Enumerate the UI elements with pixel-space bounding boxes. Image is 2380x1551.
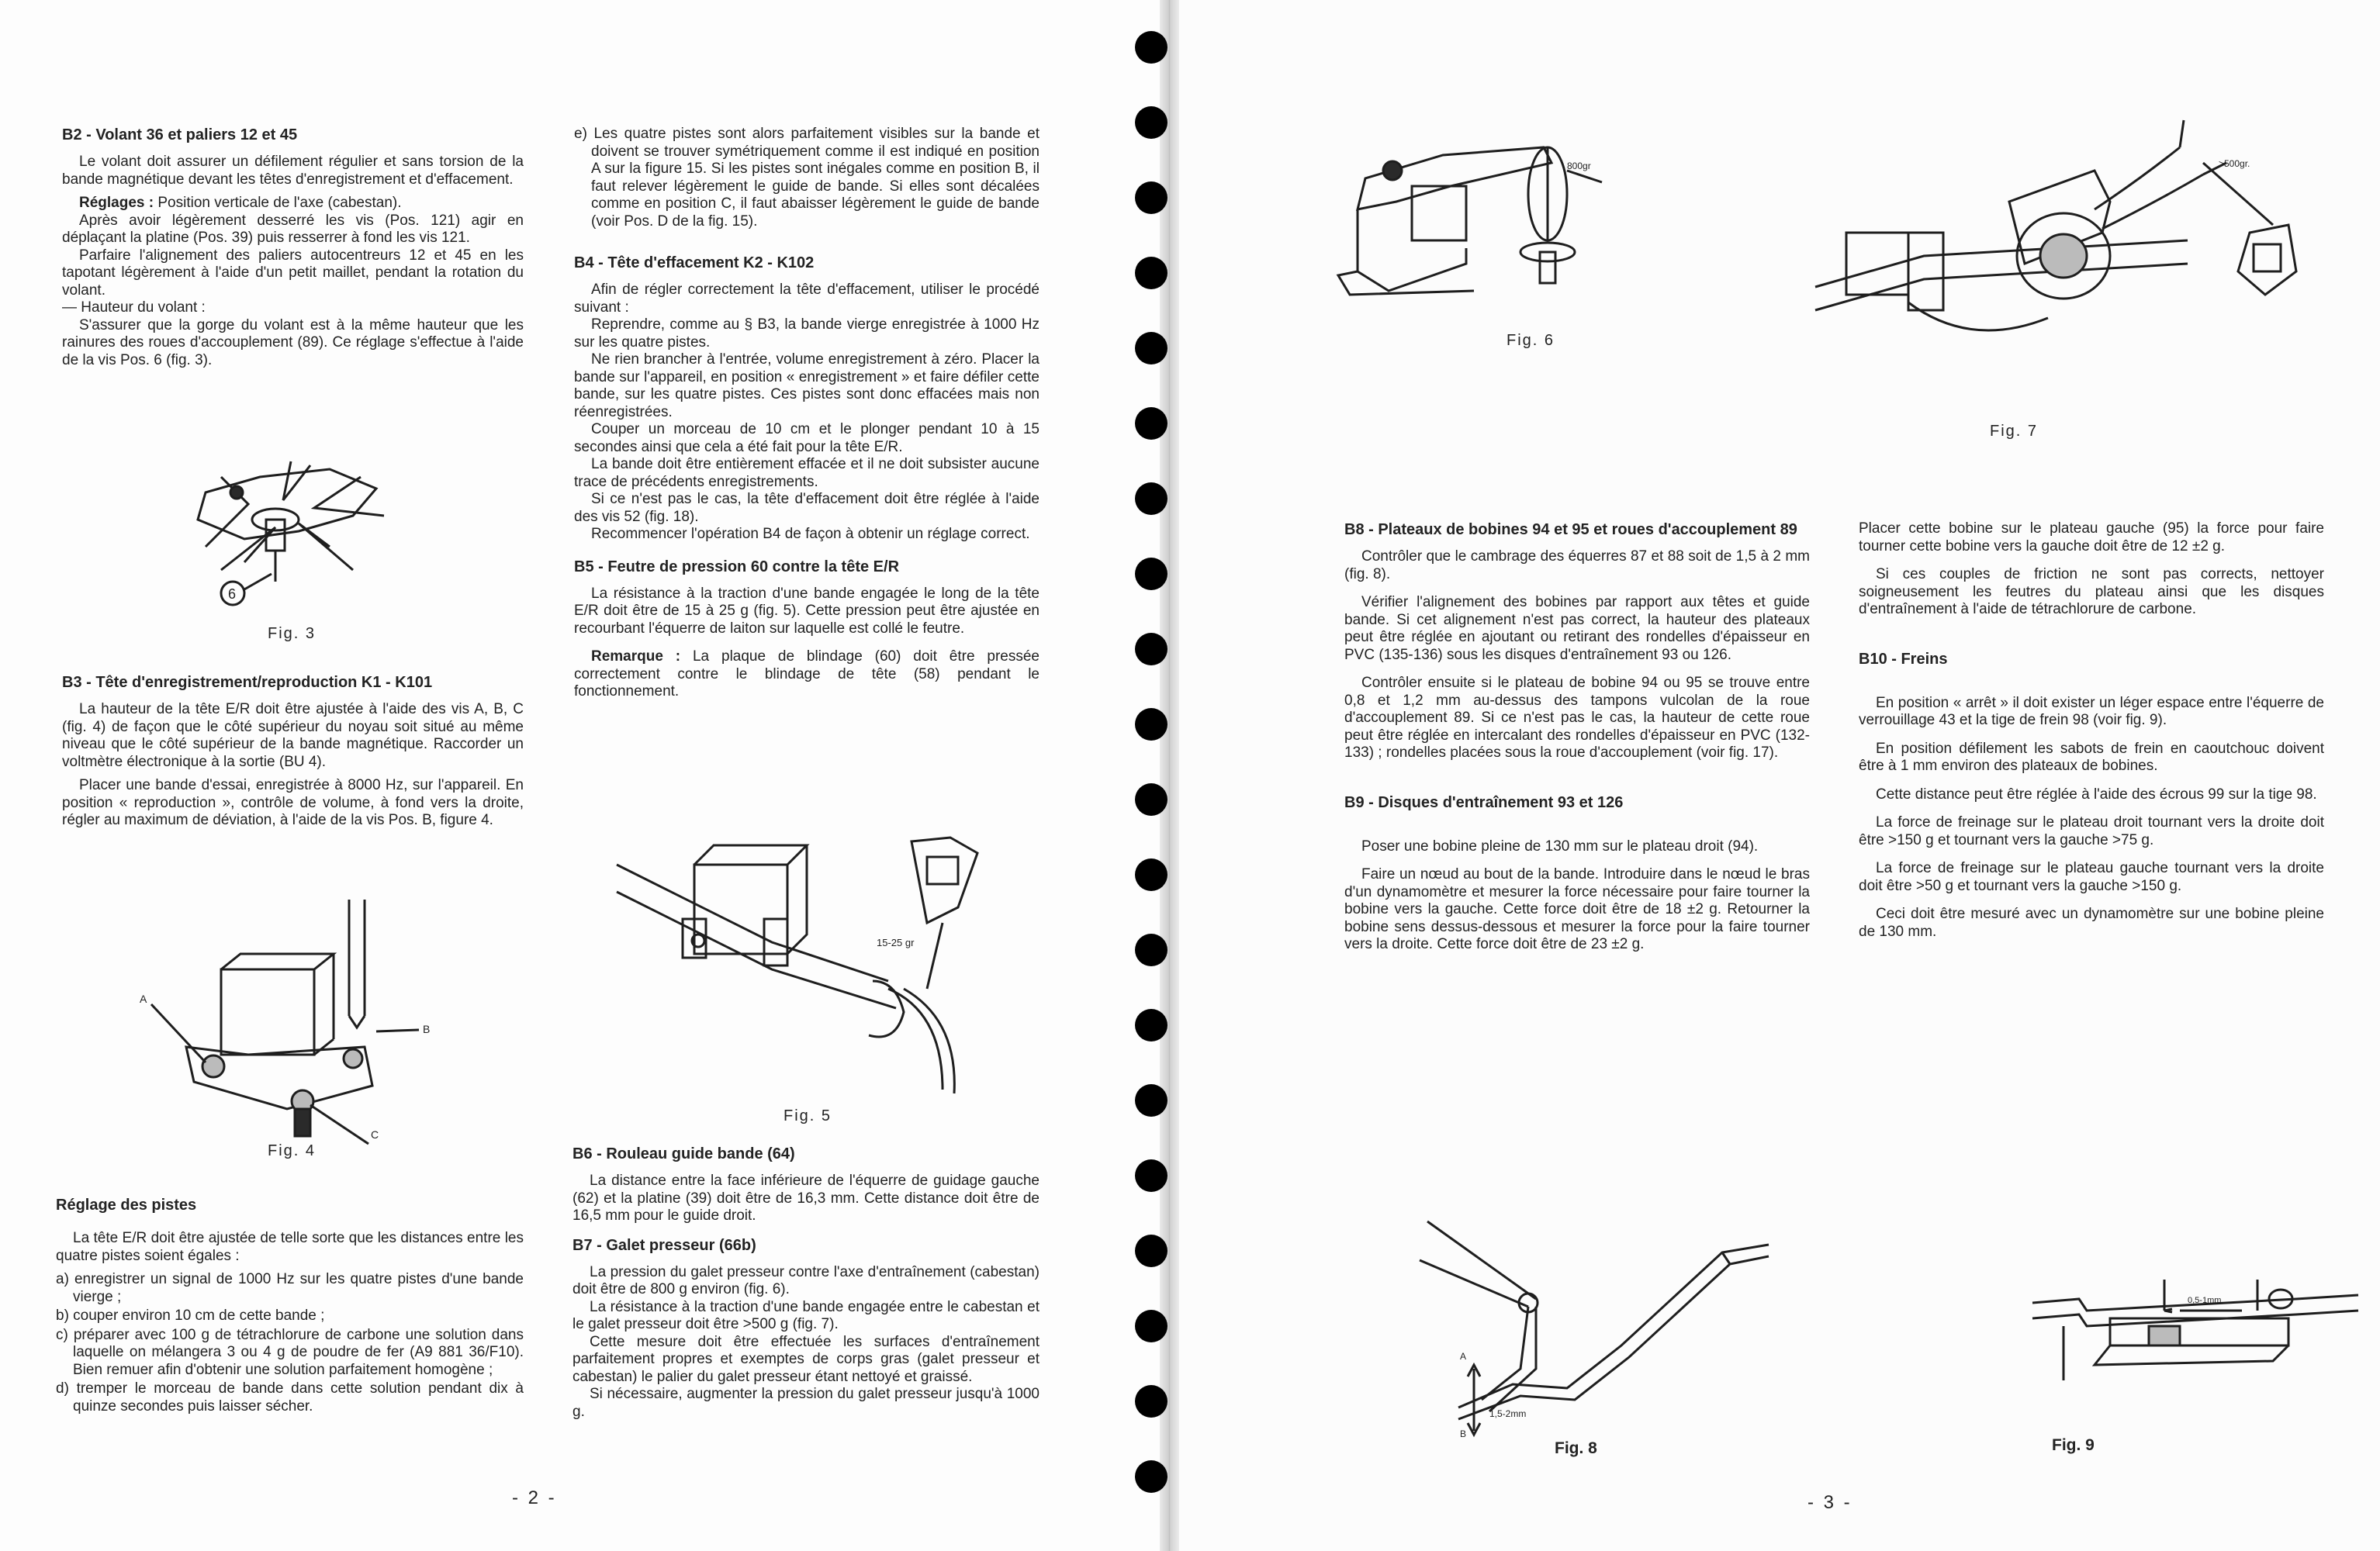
b10-p4: La force de freinage sur le plateau droit tournant vers la droite doit être >150 g et tournant vers la gauche >75 g. — [1859, 814, 2324, 848]
b8-p3: Contrôler ensuite si le plateau de bobine 94 ou 95 se trouve entre 0,8 et 1,2 mm au-dessus des tampons vulcolan de la roue d'accouplement 89. Si ce n'est pas le cas, la hauteur de cette roue peut être réglée en intercalant des rondelles d'épaisseur en PVC (132-133) ; rondelles placées sous la roue d'accouplement (voir fig. 17). — [1344, 675, 1810, 761]
b7-p4: Si nécessaire, augmenter la pression du galet presseur jusqu'à 1000 g. — [573, 1386, 1040, 1420]
b7-p2: La résistance à la traction d'une bande engagée entre le cabestan et le galet presseur doit être >500 g (fig. 7). — [573, 1298, 1040, 1332]
right-page — [1179, 0, 2380, 1551]
b4-p6: Si ce n'est pas le cas, la tête d'effacement doit être réglée à l'aide des vis 52 (fig. 18). — [574, 491, 1040, 525]
binding-hole — [1135, 407, 1168, 440]
b10-p1: En position « arrêt » il doit exister un léger espace entre l'équerre de verrouillage 43 et la tige de frein 98 (voir fig. 9). — [1859, 694, 2324, 728]
b7-p1: La pression du galet presseur contre l'axe d'entraînement (cabestan) doit être de 800 g environ (fig. 6). — [573, 1263, 1040, 1297]
b10-heading: B10 - Freins — [1859, 650, 1948, 668]
reglage-a: a) enregistrer un signal de 1000 Hz sur les quatre pistes d'une bande vierge ; — [56, 1271, 524, 1305]
binding-hole — [1135, 181, 1168, 214]
fig4-label-c: C — [371, 1128, 379, 1141]
fig6-illustration — [1342, 116, 1606, 318]
b2-p1: Le volant doit assurer un défilement régulier et sans torsion de la bande magnétique devant les têtes d'enregistrement et d'effacement. — [62, 154, 524, 188]
fig9-dim: 0,5-1mm — [2188, 1296, 2222, 1305]
fig7-illustration — [1815, 116, 2296, 403]
fig4-head-block — [221, 969, 314, 1055]
fig4-illustration — [132, 892, 473, 1140]
binding-hole — [1135, 1084, 1168, 1117]
fig5-label: 15-25 gr — [877, 937, 915, 948]
b4-p1: Afin de régler correctement la tête d'effacement, utiliser le procédé suivant : — [574, 282, 1040, 316]
fig8-label-a: A — [1460, 1351, 1467, 1362]
b3-heading: B3 - Tête d'enregistrement/reproduction K1 - K101 — [62, 674, 433, 691]
b10-p2: En position défilement les sabots de frein en caoutchouc doivent être à 1 mm environ des plateaux de bobines. — [1859, 740, 2324, 774]
b8-p1: Contrôler que le cambrage des équerres 87 et 88 soit de 1,5 à 2 mm (fig. 8). — [1344, 548, 1810, 582]
binding-hole — [1135, 708, 1168, 741]
b10-p5: La force de freinage sur le plateau gauche tournant vers la droite doit être >50 g et tournant vers la gauche >150 g. — [1859, 860, 2324, 894]
reglage-d: d) tremper le morceau de bande dans cette solution pendant dix à quinze secondes puis laisser sécher. — [56, 1380, 524, 1415]
binding-hole — [1135, 934, 1168, 966]
b7-p3: Cette mesure doit être effectuée les surfaces d'entraînement parfaitement propres et exemptes de corps gras (galet presseur et cabestan) le palier du galet presseur étant nettoyé et graissé. — [573, 1333, 1040, 1385]
fig3-illustration — [175, 446, 407, 617]
b2-heading: B2 - Volant 36 et paliers 12 et 45 — [62, 126, 298, 143]
reglage-b: b) couper environ 10 cm de cette bande ; — [56, 1307, 325, 1324]
left-column-2b — [573, 1145, 1040, 1427]
fig6-label: 800gr — [1567, 161, 1591, 171]
fig6-caption: Fig. 6 — [1507, 332, 1555, 349]
b5-p2 — [574, 648, 1040, 701]
b5-remarque-text: La plaque de blindage (60) doit être pressée correctement contre le blindage de tête (58) pendant le fonctionnement. — [574, 648, 1040, 700]
fig9-caption: Fig. 9 — [2052, 1436, 2095, 1454]
fig7-caption: Fig. 7 — [1990, 423, 2039, 440]
fig7-string — [2203, 163, 2273, 225]
b4-p3: Ne rien brancher à l'entrée, volume enregistrement à zéro. Placer la bande sur l'appareil, en position « enregistrement » et faire défiler cette bande, sur les quatre pistes. Ces pistes sont donc effacées mais non réenregistrées. — [574, 351, 1040, 420]
b5-remarque-label: Remarque : — [591, 648, 681, 665]
fig7-label: >500gr. — [2219, 158, 2250, 169]
left-column-1 — [62, 126, 524, 375]
fig4-caption: Fig. 4 — [268, 1142, 317, 1159]
b5-p1: La résistance à la traction d'une bande engagée le long de la tête E/R doit être de 15 à 25 g (fig. 5). Cette pression peut être ajustée en recourbant l'équerre de laiton sur laquelle est collé le feutre. — [574, 585, 1040, 637]
b4-heading: B4 - Tête d'effacement K2 - K102 — [574, 254, 815, 271]
left-page-number: - 2 - — [512, 1487, 557, 1508]
b2-p2 — [62, 195, 524, 212]
b8-p2: Vérifier l'alignement des bobines par rapport aux têtes et guide bande. Si cet alignement n'est pas correct, la hauteur des plateaux peut être réglée en ajoutant ou retirant des rondelles d'épaisseur en PVC (135-136) sous les disques d'entraînement 93 ou 126. — [1344, 594, 1810, 663]
binding-hole — [1135, 783, 1168, 816]
b6-p1: La distance entre la face inférieure de l'équerre de guidage gauche (62) et la platine (39) doit être de 16,3 mm. Cette distance doit être de 16,5 mm pour le guide droit. — [573, 1173, 1040, 1224]
right-column-1 — [1344, 520, 1810, 960]
reglage-heading: Réglage des pistes — [56, 1197, 197, 1214]
binding-hole — [1135, 1385, 1168, 1418]
left-page — [0, 0, 1160, 1551]
b7-heading: B7 - Galet presseur (66b) — [573, 1236, 756, 1254]
fig9-brake-shoe — [2149, 1326, 2180, 1345]
b2-p5: — Hauteur du volant : — [62, 299, 206, 316]
b2-p3: Après avoir légèrement desserré les vis (Pos. 121) agir en déplaçant la platine (Pos. 39) puis resserrer à fond les vis 121. — [62, 212, 524, 246]
fig3-caption: Fig. 3 — [268, 625, 317, 642]
left-column-1b — [62, 673, 524, 836]
fig5-caption: Fig. 5 — [784, 1107, 832, 1124]
fig5-illustration — [617, 834, 1020, 1097]
b3-p1: La hauteur de la tête E/R doit être ajustée à l'aide des vis A, B, C (fig. 4) de façon que le côté supérieur du noyau soit situé au même niveau que le côté supérieur de la bande magnétique. Raccorder un voltmètre électronique à la sortie (BU 4). — [62, 701, 524, 770]
binding-hole — [1135, 1460, 1168, 1493]
b8-heading: B8 - Plateaux de bobines 94 et 95 et roues d'accouplement 89 — [1344, 521, 1797, 538]
fig9-illustration — [2032, 1225, 2358, 1411]
binding-hole — [1135, 1159, 1168, 1192]
reglage-e: e) Les quatre pistes sont alors parfaitement visibles sur la bande et doivent se trouver symétriquement comme il est indiqué en position A sur la figure 15. Si les pistes sont inégales comme en position B, il faut relever légèrement le guide de bande. Si elles sont décalées comme en position C, il faut abaisser légèrement le guide de bande (voir Pos. D de la fig. 15). — [574, 126, 1040, 230]
fig4-label-b: B — [423, 1023, 431, 1035]
fig8-bracket — [1458, 1245, 1769, 1408]
fig7-dynamometer — [2238, 225, 2296, 295]
b4-p2: Reprendre, comme au § B3, la bande vierge enregistrée à 1000 Hz sur les quatre pistes. — [574, 316, 1040, 351]
fig8-caption: Fig. 8 — [1555, 1439, 1597, 1457]
fig5-dynamometer-body — [912, 838, 977, 923]
right-column-2 — [1859, 520, 2324, 947]
b4-p7: Recommencer l'opération B4 de façon à obtenir un réglage correct. — [591, 526, 1030, 542]
fig8-dim: 1,5-2mm — [1489, 1408, 1527, 1419]
b5-heading: B5 - Feutre de pression 60 contre la tête E/R — [574, 558, 900, 575]
b4-p5: La bande doit être entièrement effacée et il ne doit subsister aucune trace de précédents enregistrements. — [574, 456, 1040, 490]
binding-hole — [1135, 633, 1168, 665]
left-column-1c — [56, 1196, 524, 1421]
binding-hole — [1135, 31, 1168, 64]
binding-hole — [1135, 106, 1168, 139]
b9-p3: Placer cette bobine sur le plateau gauche (95) la force pour faire tourner cette bobine vers la gauche doit être de 12 ±2 g. — [1859, 520, 2324, 554]
b2-reglages-label: Réglages : — [79, 195, 154, 211]
left-column-2 — [574, 126, 1040, 707]
reglage-c: c) préparer avec 100 g de tétrachlorure de carbone une solution dans laquelle on mélangera 3 ou 4 g de poudre de fer (A9 881 36/F10). Bien remuer afin d'obtenir une solution parfaitement homogène ; — [56, 1326, 524, 1378]
b3-p2: Placer une bande d'essai, enregistrée à 8000 Hz, sur l'appareil. En position « reproduction », contrôle de volume, à fond vers la droite, régler au maximum de déviation, à l'aide de la vis Pos. B, figure 4. — [62, 777, 524, 828]
fig3-callout: 6 — [228, 586, 237, 602]
b6-heading: B6 - Rouleau guide bande (64) — [573, 1145, 795, 1162]
b10-p6: Ceci doit être mesuré avec un dynamomètre sur une bobine pleine de 130 mm. — [1859, 906, 2324, 940]
b10-p3: Cette distance peut être réglée à l'aide des écrous 99 sur la tige 98. — [1876, 786, 2317, 803]
b4-p4: Couper un morceau de 10 cm et le plonger pendant 10 à 15 secondes ainsi que cela a été fait pour la tête E/R. — [574, 421, 1040, 455]
b2-p4: Parfaire l'alignement des paliers autocentreurs 12 et 45 en les tapotant légèrement à l'aide d'un petit maillet, pendant la rotation du volant. — [62, 247, 524, 299]
reglage-p1: La tête E/R doit être ajustée de telle sorte que les distances entre les quatre pistes soient égales : — [56, 1230, 524, 1264]
binding-hole — [1135, 1235, 1168, 1267]
binding-hole — [1135, 858, 1168, 891]
fig7-pliers-handle — [2095, 147, 2180, 209]
fig4-label-a: A — [140, 993, 147, 1005]
binding-hole — [1135, 332, 1168, 364]
fig8-illustration — [1412, 1206, 1800, 1439]
b2-reglages-text: Position verticale de l'axe (cabestan). — [154, 195, 402, 211]
b9-p2: Faire un nœud au bout de la bande. Introduire dans le nœud le bras d'un dynamomètre et mesurer la force nécessaire pour faire tourner la bobine vers la gauche. Cette force doit être de 18 ±2 g. Retourner la bobine sens dessus-dessous et mesurer la force pour la faire tourner vers la droite. Cette force doit être de 23 ±2 g. — [1344, 866, 1810, 952]
b9-p1: Poser une bobine pleine de 130 mm sur le plateau droit (94). — [1361, 838, 1759, 855]
binding-hole — [1135, 1310, 1168, 1342]
fig5-loop — [869, 981, 904, 1037]
fig8-label-b: B — [1460, 1428, 1467, 1439]
binding-hole — [1135, 257, 1168, 289]
b2-p6: S'assurer que la gorge du volant est à la même hauteur que les rainures des roues d'accouplement (89). Ce réglage s'effectue à l'aide de la vis Pos. 6 (fig. 3). — [62, 316, 524, 368]
b9-heading: B9 - Disques d'entraînement 93 et 126 — [1344, 793, 1624, 811]
b9-p4: Si ces couples de friction ne sont pas corrects, nettoyer soigneusement les feutres du plateau ainsi que les disques d'entraînement à l'aide de tétrachlorure de carbone. — [1859, 566, 2324, 617]
binding-hole — [1135, 558, 1168, 590]
binding-hole — [1135, 482, 1168, 515]
fig4-screw-c — [295, 1109, 310, 1136]
right-page-number: - 3 - — [1807, 1492, 1852, 1513]
binding-hole — [1135, 1009, 1168, 1041]
